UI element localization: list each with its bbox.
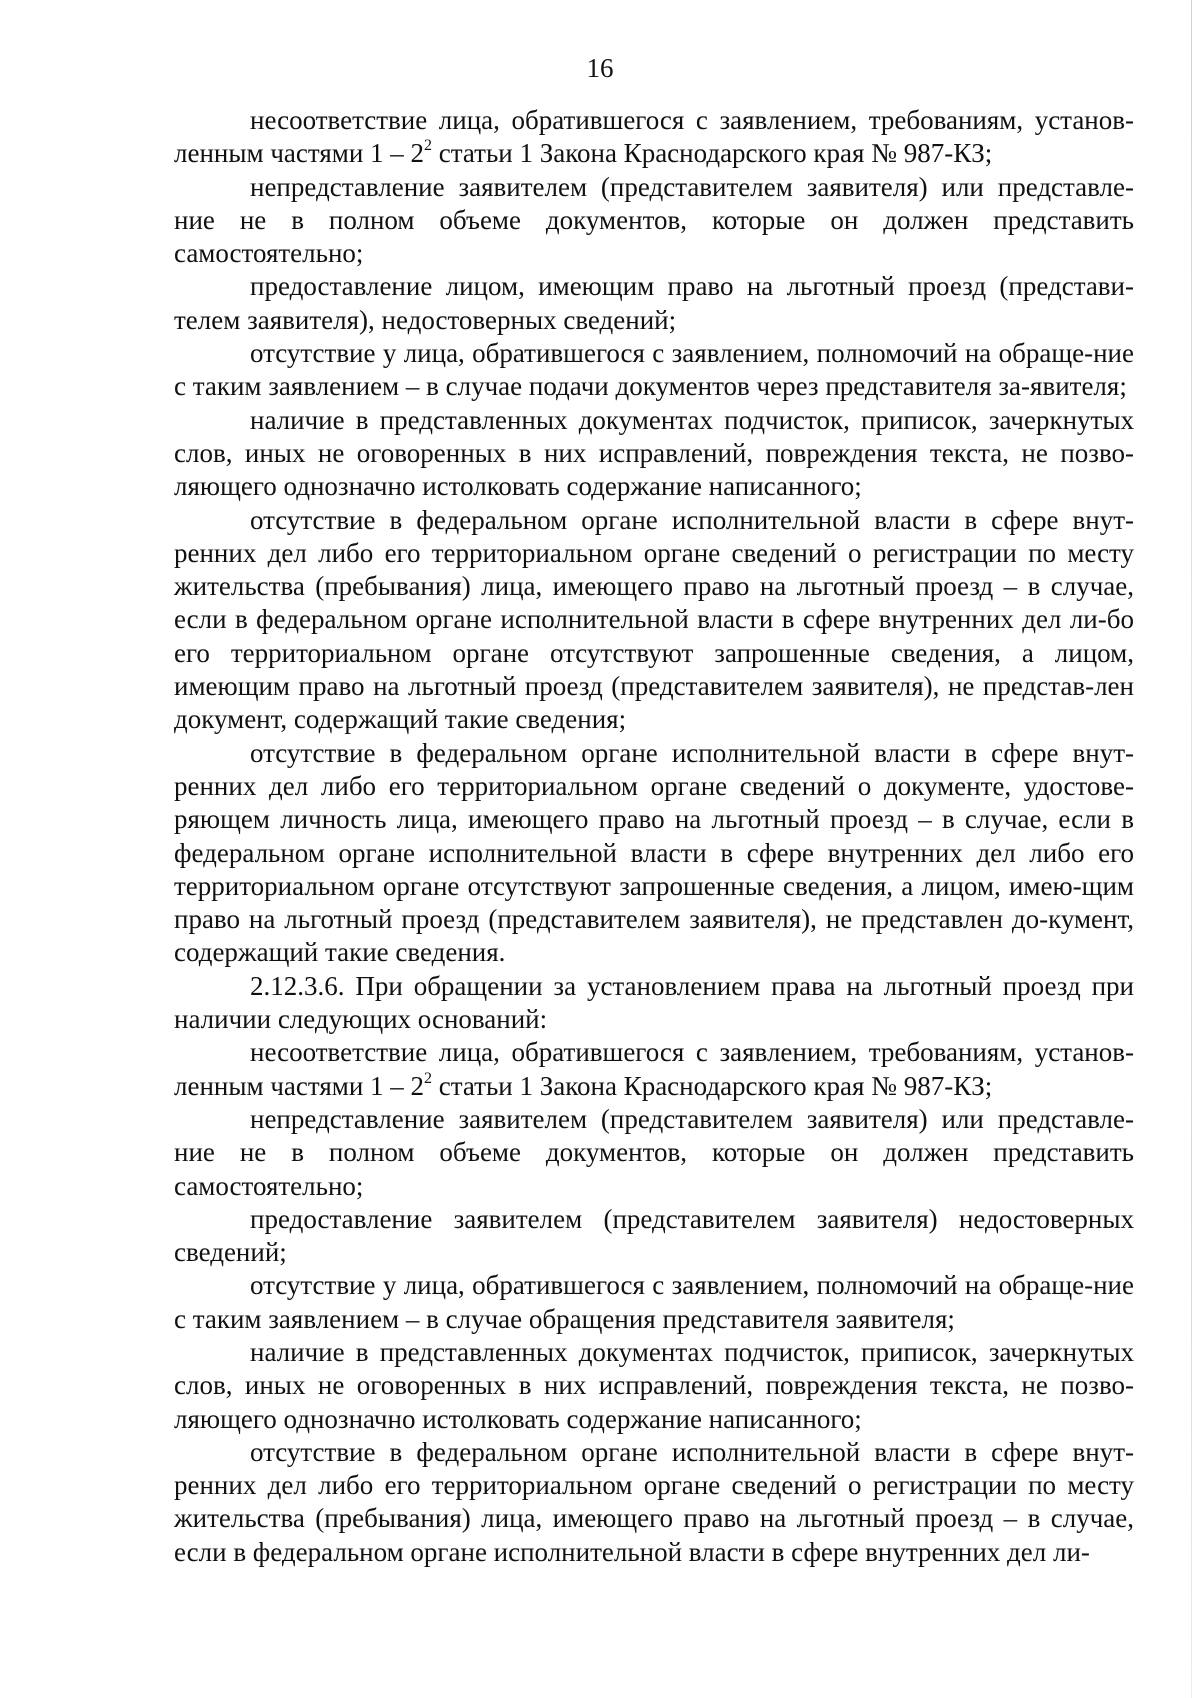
text-segment: ние не в полном объеме документов, которые он должен представить: [174, 204, 1134, 235]
text-segment: статьи 1 Закона Краснодарского края № 987-КЗ;: [432, 1070, 993, 1101]
text-segment: в федеральном органе исполнительной власти в сфере внутренних дел либо его: [174, 804, 1134, 868]
text-segment: самостоятельно;: [174, 238, 364, 269]
paragraph: [174, 1436, 1134, 1569]
text-segment: несоответствие лица, обратившегося с заявлением, требованиям, установ-: [250, 1037, 1134, 1068]
text-segment: самостоятельно;: [174, 1170, 364, 1201]
paragraph: [174, 504, 1134, 737]
text-segment: ренних дел либо его территориальном органе сведений о регистрации по месту: [174, 537, 1134, 568]
text-segment: ние не в полном объеме документов, которые он должен представить: [174, 1137, 1134, 1168]
text-segment: предоставление лицом, имеющим право на льготный проезд (представи-: [250, 271, 1134, 302]
text-segment: если в федеральном органе исполнительной власти в сфере внутренних дел ли-: [174, 1536, 1090, 1567]
text-segment: жительства (пребывания) лица, имеющего право на льготный проезд – в случае,: [174, 571, 1134, 602]
text-segment: отсутствие в федеральном органе исполнительной власти в сфере внут-: [250, 504, 1134, 535]
text-segment: несоответствие лица, обратившегося с заявлением, требованиям, установ-: [250, 105, 1134, 135]
text-segment: имеющим право на льготный проезд (представителем заявителя), не представ-: [174, 671, 1095, 702]
paragraph: [174, 1103, 1134, 1203]
text-segment: статьи 1 Закона Краснодарского края № 987-КЗ;: [432, 138, 993, 169]
text-segment: 2.12.3.6. При обращении за установлением права на льготный проезд при: [250, 970, 1134, 1001]
text-segment: непредставление заявителем (представителем заявителя) или представле-: [250, 1103, 1134, 1134]
text-segment: наличии следующих оснований:: [174, 1004, 548, 1035]
text-segment: щим право на льготный проезд (представителем заявителя), не представлен до-: [174, 870, 1134, 935]
paragraph: [174, 737, 1134, 970]
text-segment: слов, иных не оговоренных в них исправлений, повреждения текста, не позво-: [174, 437, 1134, 468]
text-segment: предоставление заявителем (представителем заявителя) недостоверных: [250, 1203, 1134, 1234]
paragraph: [174, 270, 1134, 337]
paragraph: [174, 1336, 1134, 1436]
text-segment: слов, иных не оговоренных в них исправлений, повреждения текста, не позво-: [174, 1370, 1134, 1401]
text-segment: кумент, содержащий такие сведения.: [174, 904, 1134, 968]
paragraph: [174, 171, 1134, 271]
text-segment: наличие в представленных документах подчисток, приписок, зачеркнутых: [250, 404, 1134, 435]
paragraph: [174, 970, 1134, 1037]
text-segment: ние с таким заявлением – в случае подачи документов через представителя за-: [174, 338, 1134, 402]
text-segment: ленным частями 1 – 2: [174, 138, 425, 169]
superscript: 2: [424, 137, 433, 155]
paragraph: [174, 1269, 1134, 1336]
text-segment: ние с таким заявлением – в случае обращения представителя заявителя;: [174, 1270, 1134, 1334]
text-segment: отсутствие у лица, обратившегося с заявлением, полномочий на обраще-: [250, 338, 1094, 369]
text-segment: ренних дел либо его территориальном органе сведений о документе, удостове-: [174, 770, 1134, 801]
text-segment: территориальном органе отсутствуют запрошенные сведения, а лицом, имею-: [174, 870, 1082, 901]
text-segment: если в федеральном органе исполнительной власти в сфере внутренних дел ли-: [174, 604, 1107, 635]
text-segment: ляющего однозначно истолковать содержание написанного;: [174, 1403, 862, 1434]
text-segment: ренних дел либо его территориальном органе сведений о регистрации по месту: [174, 1470, 1134, 1501]
text-segment: наличие в представленных документах подчисток, приписок, зачеркнутых: [250, 1336, 1134, 1367]
superscript: 2: [424, 1069, 433, 1087]
page-number: 16: [586, 53, 614, 83]
text-segment: телем заявителя), недостоверных сведений;: [174, 304, 677, 335]
text-segment: сведений;: [174, 1237, 287, 1268]
scan-page-edge: [1191, 0, 1192, 1698]
text-segment: ляющего однозначно истолковать содержание написанного;: [174, 471, 862, 502]
document-body: [174, 104, 1134, 1569]
text-segment: жительства (пребывания) лица, имеющего право на льготный проезд – в случае,: [174, 1503, 1134, 1534]
text-segment: непредставление заявителем (представителем заявителя) или представле-: [250, 171, 1134, 202]
text-segment: явителя;: [1030, 371, 1127, 402]
paragraph: [174, 404, 1134, 504]
text-segment: бо его территориальном органе отсутствуют запрошенные сведения, а лицом,: [174, 604, 1134, 668]
paragraph: [174, 1036, 1134, 1103]
paragraph: [174, 337, 1134, 404]
text-segment: ленным частями 1 – 2: [174, 1070, 425, 1101]
text-segment: отсутствие в федеральном органе исполнительной власти в сфере внут-: [250, 1436, 1134, 1467]
text-segment: ряющем личность лица, имеющего право на льготный проезд – в случае, если: [174, 804, 1111, 835]
paragraph: [174, 104, 1134, 171]
text-segment: отсутствие у лица, обратившегося с заявлением, полномочий на обраще-: [250, 1270, 1094, 1301]
text-segment: лен документ, содержащий такие сведения;: [174, 671, 1134, 735]
paragraph: [174, 1203, 1134, 1270]
text-segment: отсутствие в федеральном органе исполнительной власти в сфере внут-: [250, 737, 1134, 768]
